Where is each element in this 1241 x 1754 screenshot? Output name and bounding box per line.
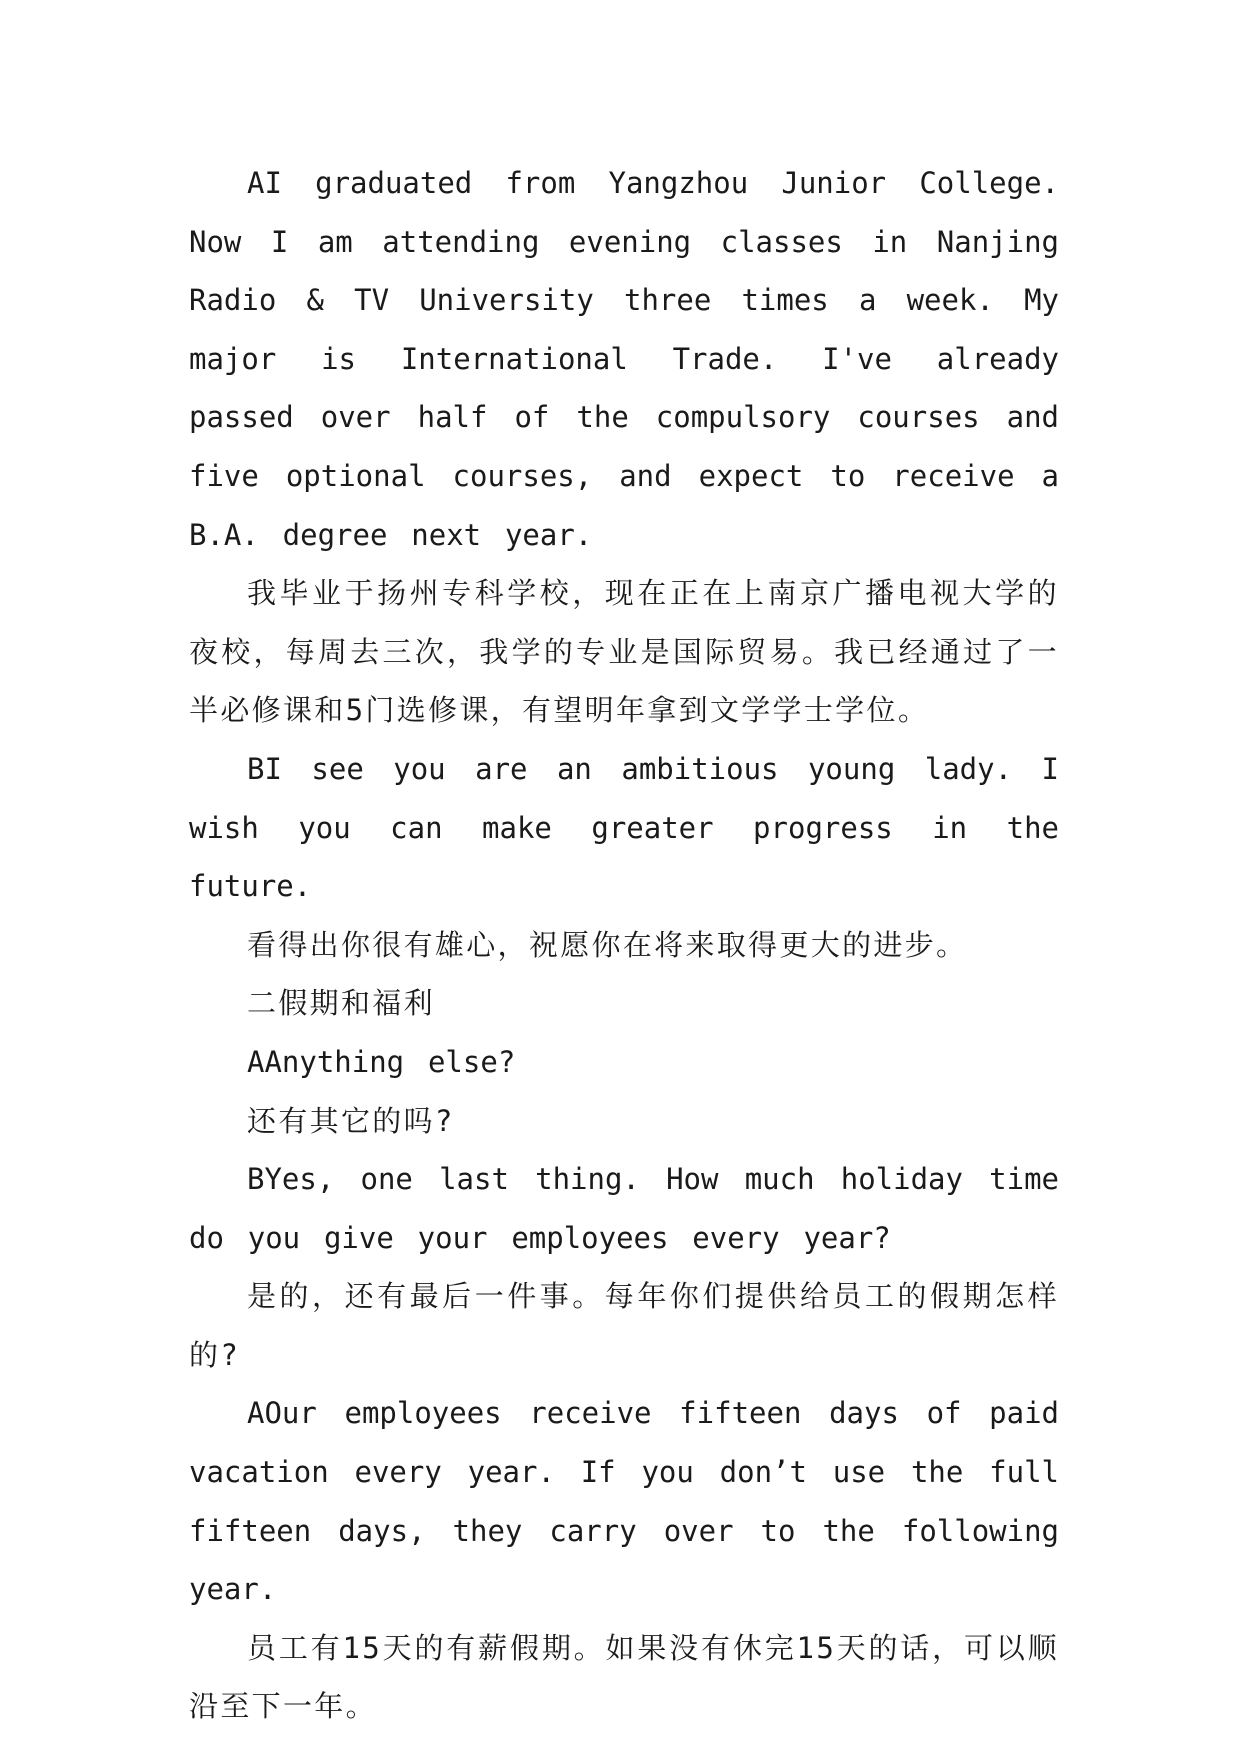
paragraph-vacation-en: AOur employees receive fifteen days of paid vacation every year. If you don’t use the full fifteen days, they carry over to the following year.	[189, 1396, 1059, 1607]
paragraph-anything-else-zh: 还有其它的吗?	[247, 1103, 455, 1138]
paragraph-anything-else-en: AAnything else?	[247, 1044, 516, 1079]
paragraph-education-zh: 我毕业于扬州专科学校，现在正在上南京广播电视大学的夜校，每周去三次，我学的专业是国际贸易。我已经通过了一半必修课和5门选修课，有望明年拿到文学学士学位。	[189, 576, 1059, 728]
paragraph-education-en: AI graduated from Yangzhou Junior College. Now I am attending evening classes in Nanjing Radio & TV University three times a week. My major is International Trade. I've already passed over half of the compulsory courses and five optional courses, and expect to receive a B.A. degree next year.	[189, 166, 1059, 552]
paragraph-ambitious-zh: 看得出你很有雄心，祝愿你在将来取得更大的进步。	[247, 927, 968, 962]
paragraph-holiday-question-zh: 是的，还有最后一件事。每年你们提供给员工的假期怎样的?	[189, 1279, 1059, 1372]
paragraph-holiday-question-en: BYes, one last thing. How much holiday time do you give your employees every year?	[189, 1162, 1059, 1255]
document-body	[189, 154, 1059, 1736]
paragraph-ambitious-en: BI see you are an ambitious young lady. I wish you can make greater progress in the future.	[189, 751, 1059, 904]
section-heading-holidays: 二假期和福利	[247, 986, 435, 1021]
paragraph-vacation-zh: 员工有15天的有薪假期。如果没有休完15天的话，可以顺沿至下一年。	[189, 1630, 1059, 1724]
